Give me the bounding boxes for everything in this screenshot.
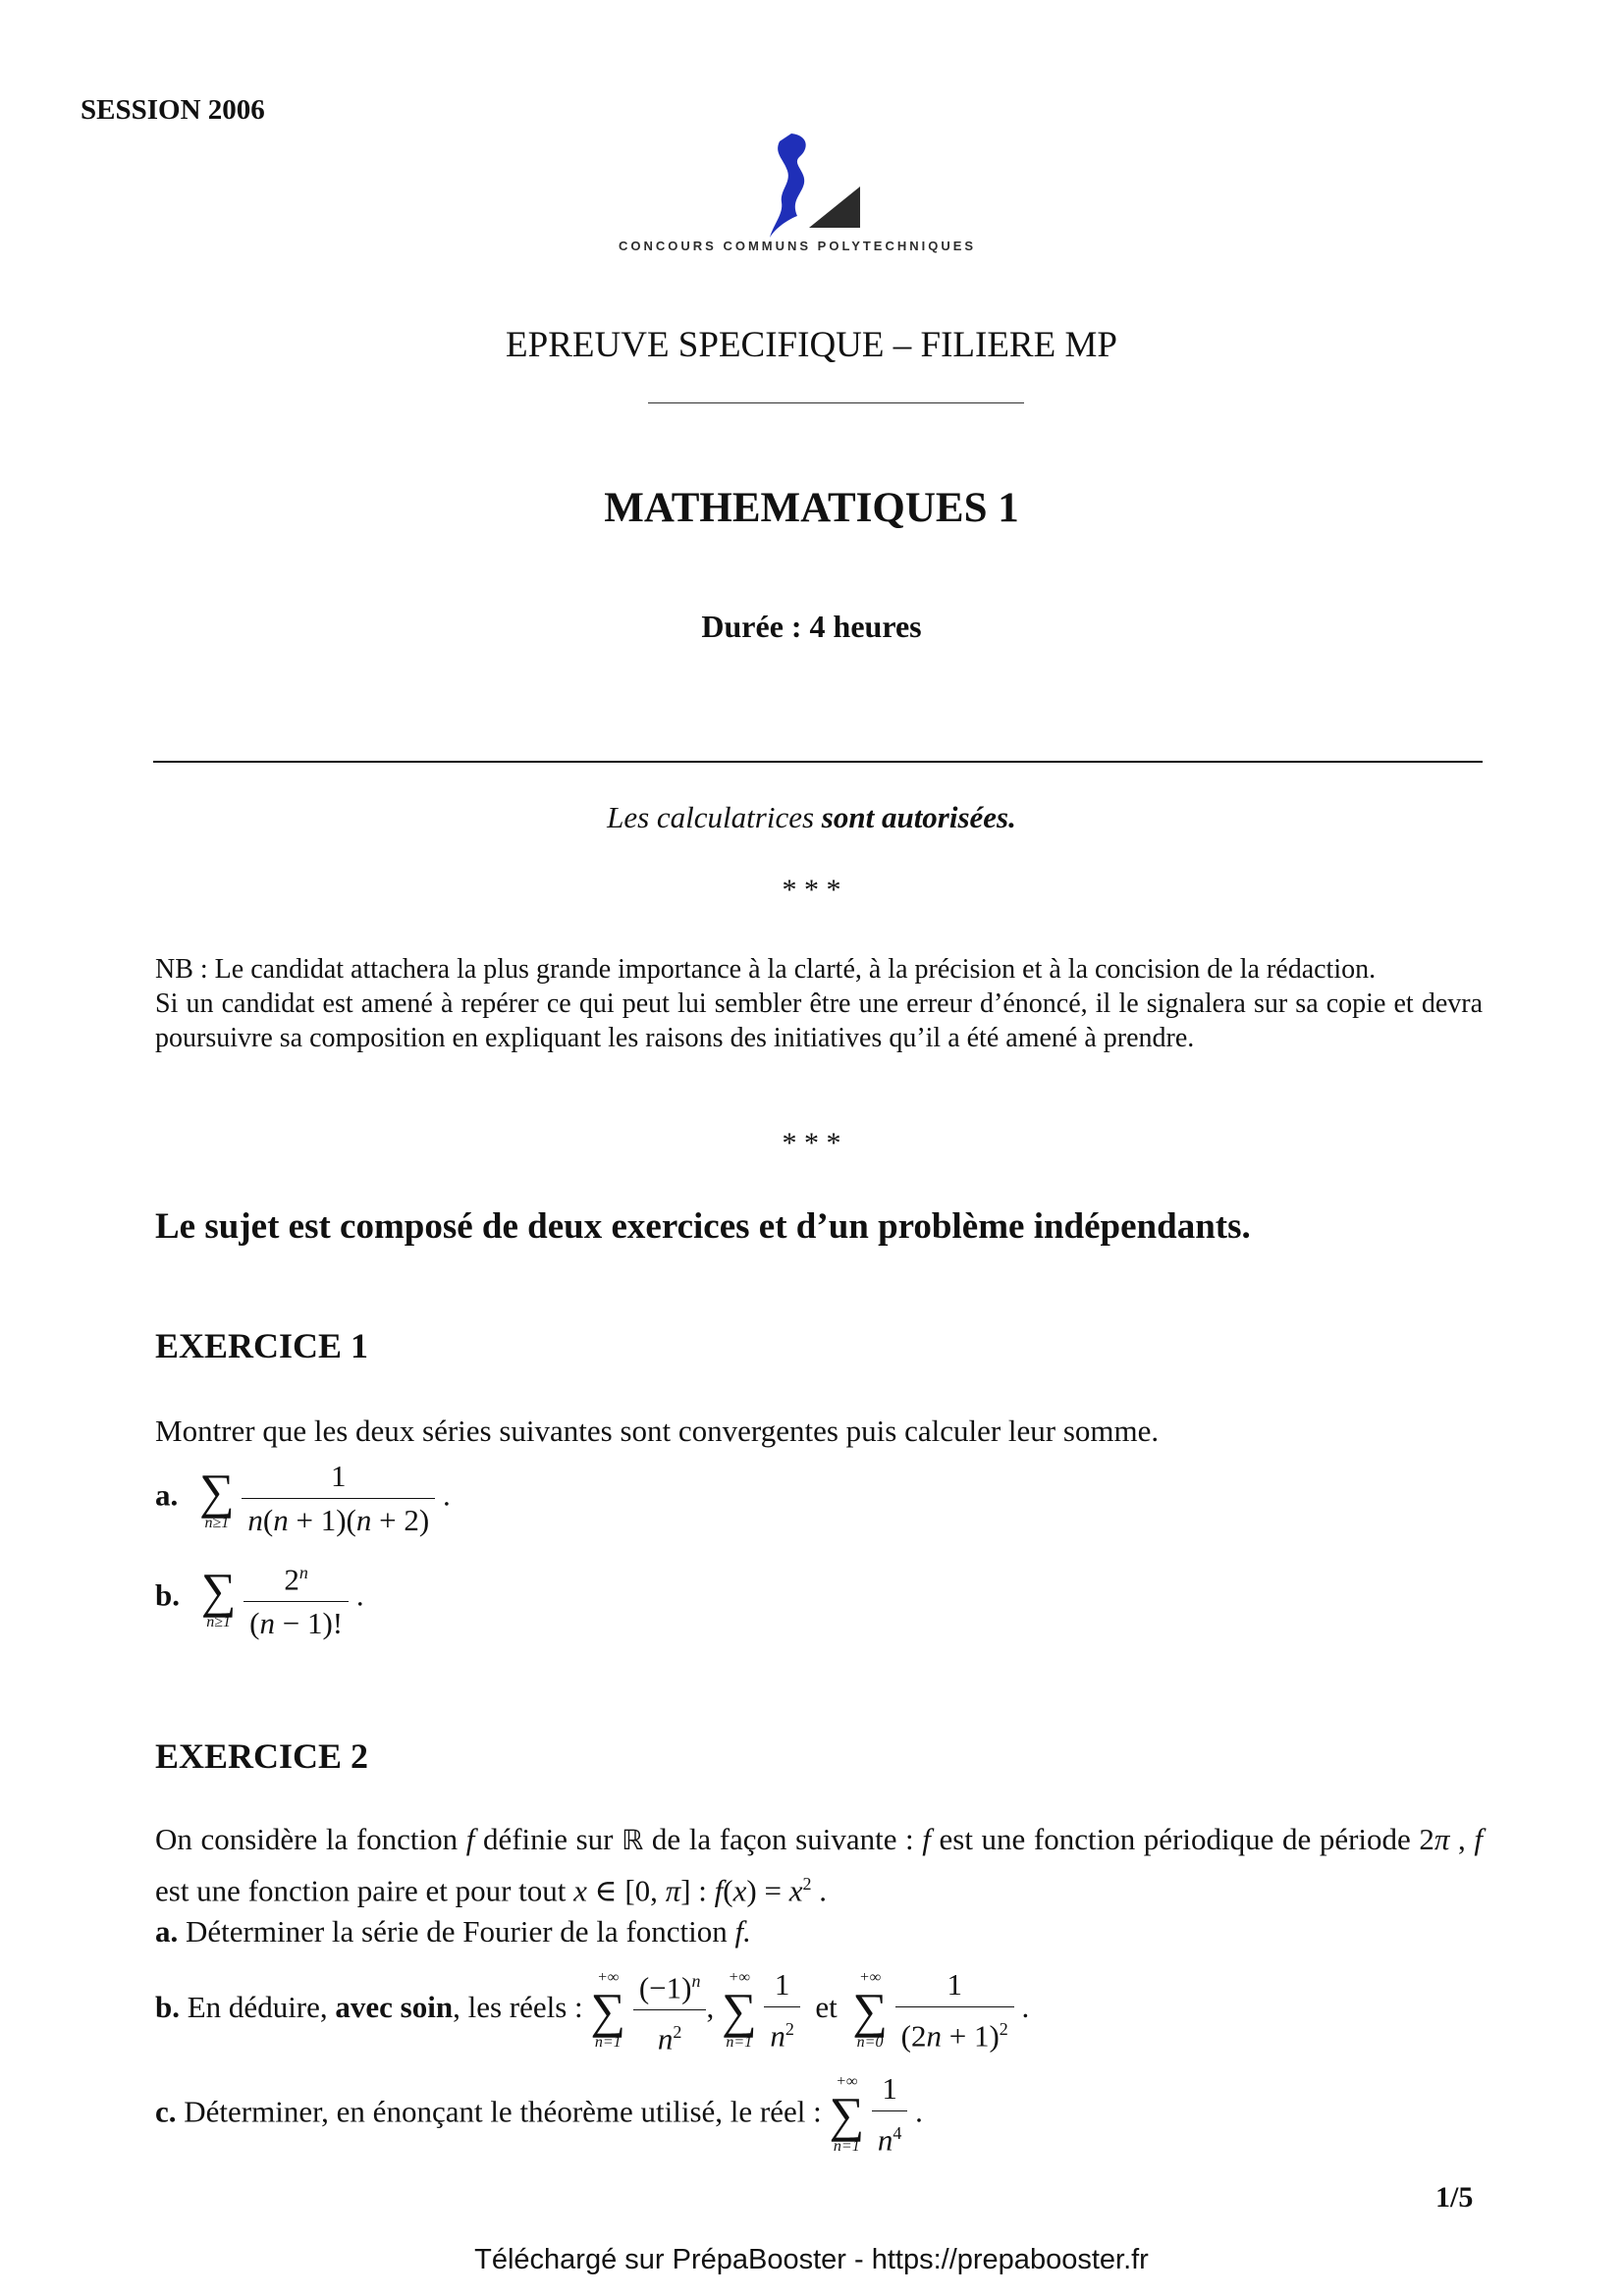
item-b-emphasis: avec soin	[335, 1989, 454, 2024]
text-run: est une fonction paire et pour tout	[155, 1873, 574, 1908]
separator-stars: * * *	[782, 874, 841, 906]
item-label: a.	[155, 1914, 179, 1949]
item-b-text: , les réels :	[453, 1989, 591, 2024]
logo-triangle-shape	[809, 187, 860, 228]
text-run: On considère la fonction	[155, 1822, 466, 1856]
nb-notice	[155, 952, 1483, 1055]
logo-profile-shape	[770, 133, 806, 238]
nb-line-2: Si un candidat est amené à repérer ce qui peut lui sembler être une erreur d’énoncé, il le signalera sur sa copie et devra poursuivre sa composition en expliquant les raisons des initiatives qu’il a été amené à prendre.	[155, 988, 1483, 1053]
header-rule	[153, 761, 1483, 763]
exercise-2-title: EXERCICE 2	[155, 1736, 369, 1776]
sum-symbol: +∞ ∑ n=1	[829, 2073, 865, 2156]
exercise-2-intro: On considère la fonction f définie sur ℝ de la façon suivante : f est une fonction périodique de période 2π , f est une fonction paire et pour tout x ∈ [0, π] : $f(x) = x^2$ .	[155, 1822, 1483, 1908]
session-label: SESSION 2006	[81, 94, 265, 126]
item-label: a.	[155, 1477, 179, 1513]
item-b-text: En déduire,	[187, 1989, 336, 2024]
calculator-notice-text: Les calculatrices	[607, 800, 822, 834]
calculator-notice-bold: sont autorisées.	[821, 800, 1016, 834]
exercise-1-title: EXERCICE 1	[155, 1326, 369, 1365]
exercise-1-statement: Montrer que les deux séries suivantes sont convergentes puis calculer leur somme.	[155, 1414, 1160, 1448]
subject-title: MATHEMATIQUES 1	[604, 485, 1019, 531]
fraction: $\frac{1}{(2n + 1)^2}$	[895, 1963, 1014, 2057]
exercise-2-item-b: b. En déduire, avec soin, les réels : +∞ ∑ n=1 $\frac{(-1)^n}{n^2}$ , +∞ ∑ n=1 $\frac{1}{n^2}$ et +∞ ∑ n=0 $\frac{1}{(2n + 1)^2}$ .	[155, 1959, 1029, 2061]
download-footer: Téléchargé sur PrépaBooster - https://prepabooster.fr	[474, 2244, 1149, 2275]
text-run: définie sur	[474, 1822, 622, 1856]
exercise-1-item-b: b. ∑ n≥1 $\frac{2^n}{(n - 1)!}$ .	[155, 1551, 364, 1645]
sum-symbol: ∑ n≥1	[199, 1463, 235, 1531]
text-run: est une fonction périodique de période	[930, 1822, 1420, 1856]
sum-symbol: ∑ n≥1	[200, 1563, 237, 1631]
fraction: $\frac{1}{n^4}$	[872, 2067, 908, 2162]
fraction: $\frac{1}{n^2}$	[764, 1963, 800, 2057]
fraction: $\frac{(-1)^n}{n^2}$	[633, 1959, 707, 2061]
title-divider	[648, 402, 1024, 403]
logo-caption: CONCOURS COMMUNS POLYTECHNIQUES	[619, 239, 977, 253]
text-run: de la façon suivante :	[643, 1822, 923, 1856]
item-c-text: Déterminer, en énonçant le théorème utilisé, le réel :	[184, 2094, 830, 2129]
sum-symbol: +∞ ∑ n=1	[721, 1968, 757, 2051]
subject-intro: Le sujet est composé de deux exercices et d’un problème indépendants.	[155, 1206, 1251, 1247]
exercise-2-item-c: c. Déterminer, en énonçant le théorème utilisé, le réel : +∞ ∑ n=1 $\frac{1}{n^4}$ .	[155, 2067, 923, 2162]
item-label: c.	[155, 2094, 177, 2129]
item-label: b.	[155, 1577, 180, 1613]
exam-duration: Durée : 4 heures	[701, 609, 922, 644]
and-word: et	[815, 1989, 838, 2024]
epreuve-title: EPREUVE SPECIFIQUE – FILIERE MP	[506, 325, 1117, 365]
nb-line-1: NB : Le candidat attachera la plus grande importance à la clarté, à la précision et à la concision de la rédaction.	[155, 954, 1377, 985]
item-a-text: Déterminer la série de Fourier de la fonction	[186, 1914, 735, 1949]
fraction: $\frac{1}{n(n + 1)(n + 2)}$	[242, 1455, 435, 1542]
sum-symbol: +∞ ∑ n=0	[852, 1968, 888, 2051]
sum-symbol: +∞ ∑ n=1	[590, 1968, 626, 2051]
fraction: $\frac{2^n}{(n - 1)!}$	[243, 1551, 349, 1645]
page-number: 1/5	[1435, 2181, 1474, 2214]
calculator-notice	[0, 800, 1623, 835]
separator-stars: * * *	[782, 1127, 841, 1159]
item-label: b.	[155, 1989, 180, 2024]
exercise-2-item-a: a. Déterminer la série de Fourier de la fonction f.	[155, 1914, 751, 1949]
exercise-1-item-a: a. ∑ n≥1 $\frac{1}{n(n + 1)(n + 2)}$ .	[155, 1455, 451, 1542]
